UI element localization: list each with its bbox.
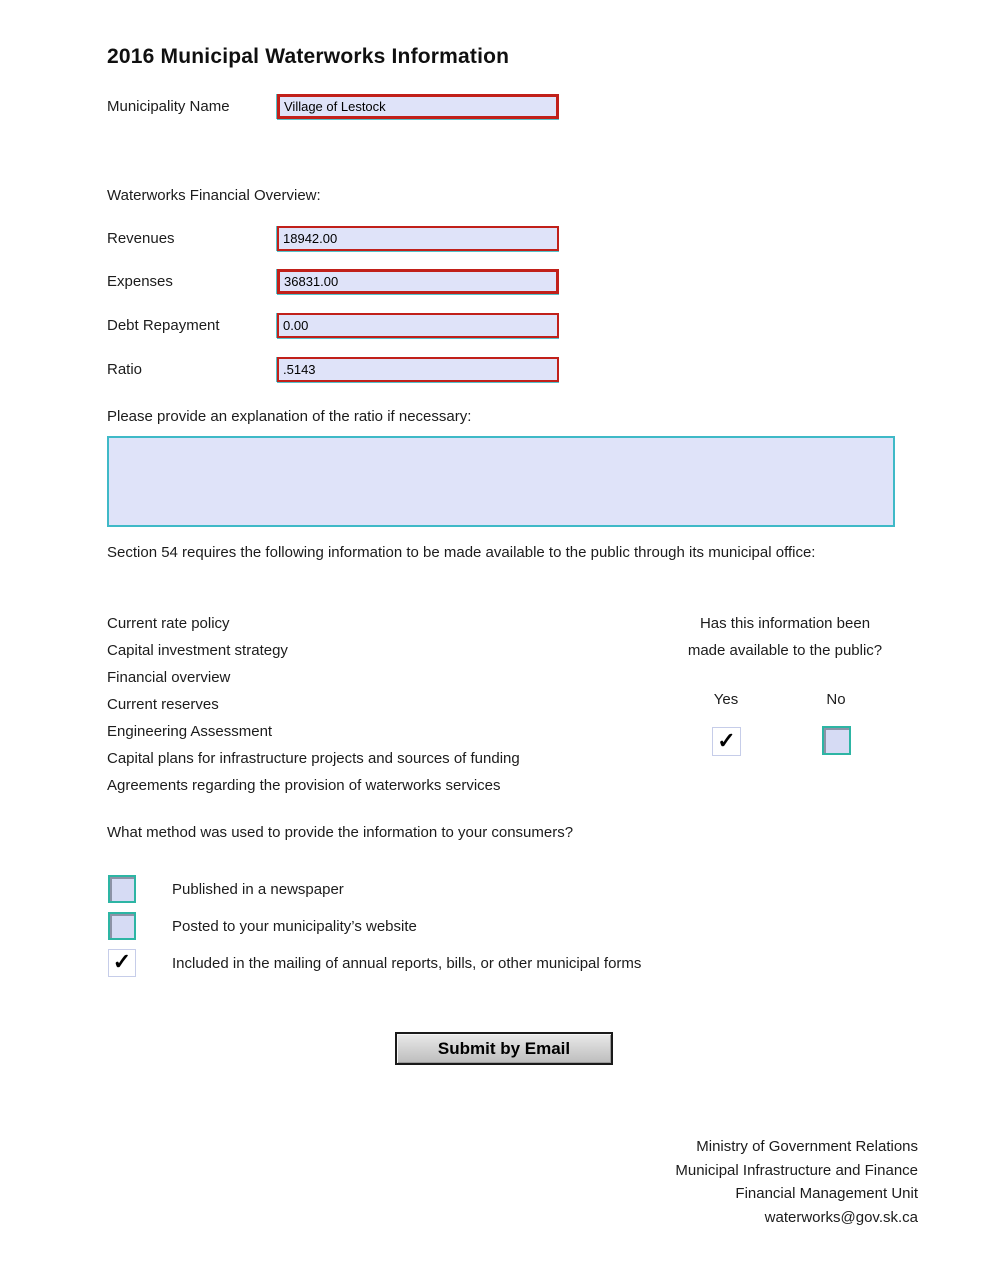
checkmark-icon: ✓ (112, 949, 132, 974)
no-checkbox[interactable] (822, 726, 851, 755)
footer-line-ministry: Ministry of Government Relations (696, 1138, 918, 1155)
ratio-label: Ratio (107, 361, 143, 378)
explanation-textarea[interactable] (107, 436, 895, 527)
availability-question (655, 610, 915, 664)
revenues-label: Revenues (107, 230, 175, 247)
page-title: 2016 Municipal Waterworks Information (107, 45, 510, 68)
list-item: Financial overview (107, 669, 231, 686)
ratio-row (107, 357, 559, 382)
municipality-label: Municipality Name (107, 98, 230, 115)
footer-line-division: Municipal Infrastructure and Finance (675, 1161, 918, 1179)
debt-repayment-label: Debt Repayment (107, 317, 220, 334)
expenses-row (107, 269, 559, 294)
municipality-input[interactable] (277, 94, 559, 119)
method-option-mailing (108, 949, 641, 977)
explanation-label: Please provide an explanation of the ratio if necessary: (107, 408, 472, 425)
list-item: Current reserves (107, 696, 219, 713)
financial-overview-heading: Waterworks Financial Overview: (107, 187, 321, 204)
revenues-input[interactable] (277, 226, 559, 251)
section54-list (107, 610, 667, 799)
section54-intro: Section 54 requires the following information to be made available to the public through its municipal office: (107, 544, 816, 561)
website-label: Posted to your municipality’s website (172, 917, 417, 935)
footer (675, 1135, 918, 1229)
list-item: Agreements regarding the provision of waterworks services (107, 777, 501, 794)
yes-column-label: Yes (713, 691, 739, 708)
list-item: Engineering Assessment (107, 723, 273, 740)
method-option-newspaper (108, 875, 641, 903)
municipality-row (107, 94, 559, 119)
debt-repayment-row (107, 313, 559, 338)
debt-repayment-input[interactable] (277, 313, 559, 338)
no-column-label: No (826, 691, 846, 708)
expenses-input[interactable] (277, 269, 559, 294)
revenues-row (107, 226, 559, 251)
website-checkbox[interactable] (108, 912, 136, 940)
availability-question-line: made available to the public? (687, 642, 883, 659)
list-item: Current rate policy (107, 615, 230, 632)
footer-line-unit: Financial Management Unit (735, 1185, 918, 1202)
method-options (108, 875, 641, 977)
checkmark-icon: ✓ (717, 727, 736, 753)
expenses-label: Expenses (107, 273, 173, 290)
newspaper-checkbox[interactable] (108, 875, 136, 903)
submit-by-email-button[interactable]: Submit by Email (395, 1032, 613, 1065)
mailing-label: Included in the mailing of annual reports, bills, or other municipal forms (172, 954, 642, 972)
ratio-input[interactable] (277, 357, 559, 382)
list-item: Capital plans for infrastructure projects and sources of funding (107, 750, 520, 767)
availability-question-line: Has this information been (699, 615, 871, 632)
mailing-checkbox[interactable] (108, 949, 136, 977)
newspaper-label: Published in a newspaper (172, 880, 344, 898)
footer-line-email: waterworks@gov.sk.ca (764, 1208, 918, 1226)
yes-checkbox[interactable] (712, 727, 741, 756)
list-item: Capital investment strategy (107, 642, 288, 659)
method-question: What method was used to provide the information to your consumers? (107, 824, 574, 841)
method-option-website (108, 912, 641, 940)
